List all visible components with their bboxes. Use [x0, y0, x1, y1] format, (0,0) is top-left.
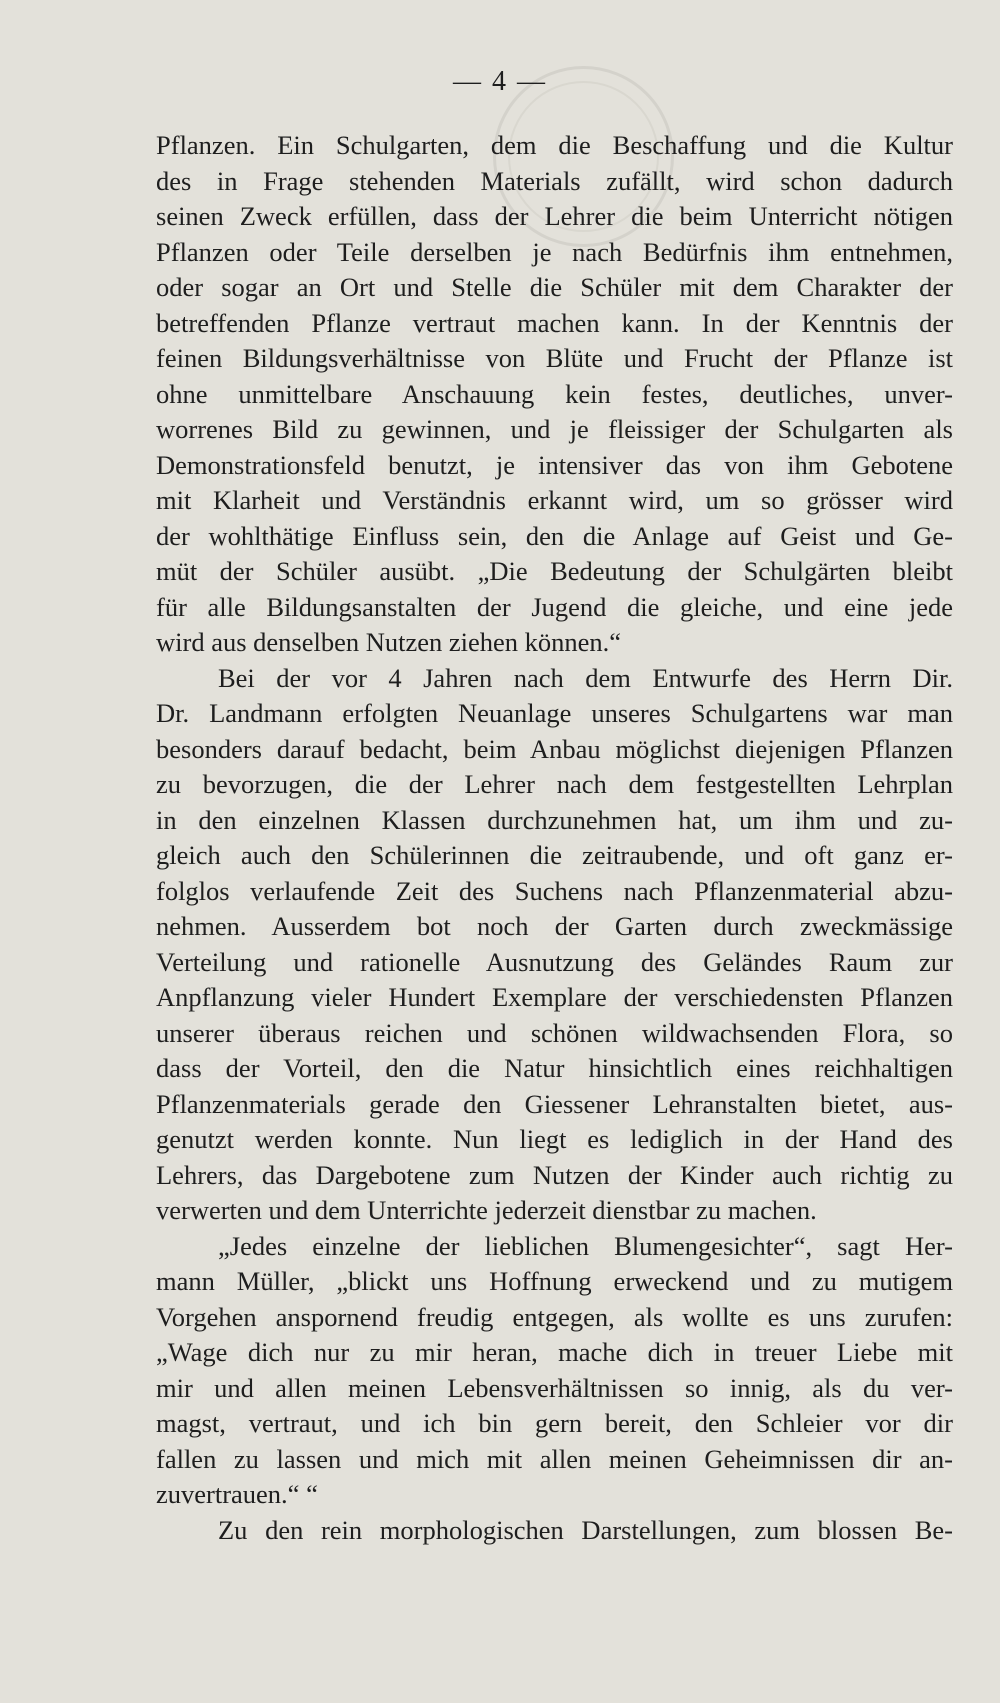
- text-line: zuvertrauen.“ “: [156, 1479, 318, 1509]
- text-line: in den einzelnen Klassen durchzunehmen hat, um ihm und zu-: [156, 804, 953, 835]
- text-line: fallen zu lassen und mich mit allen meinen Geheimnissen dir an-: [156, 1443, 953, 1474]
- text-line: magst, vertraut, und ich bin gern bereit, den Schleier vor dir: [156, 1408, 953, 1438]
- text-line: nehmen. Ausserdem bot noch der Garten durch zweckmässige: [156, 911, 953, 941]
- text-line: wird aus denselben Nutzen ziehen können.“: [156, 627, 622, 657]
- text-line: Pflanzenmaterials gerade den Giessener Lehranstalten bietet, aus-: [156, 1088, 953, 1119]
- text-line: „Jedes einzelne der lieblichen Blumengesichter“, sagt Her-: [218, 1230, 953, 1261]
- text-line: betreffenden Pflanze vertraut machen kann. In der Kenntnis der: [156, 307, 953, 338]
- text-line: des in Frage stehenden Materials zufällt, wird schon dadurch: [156, 165, 953, 196]
- text-line: Verteilung und rationelle Ausnutzung des Geländes Raum zur: [156, 946, 953, 977]
- text-line: mir und allen meinen Lebensverhältnissen so innig, als du ver-: [156, 1372, 953, 1403]
- text-line: Demonstrationsfeld benutzt, je intensiver das von ihm Gebotene: [156, 449, 953, 480]
- text-line: müt der Schüler ausübt. „Die Bedeutung der Schulgärten bleibt: [156, 556, 953, 586]
- text-line: der wohlthätige Einfluss sein, den die Anlage auf Geist und Ge-: [156, 520, 953, 551]
- text-line: ohne unmittelbare Anschauung kein festes, deutliches, unver-: [156, 378, 953, 409]
- text-line: dass der Vorteil, den die Natur hinsichtlich eines reichhaltigen: [156, 1053, 953, 1083]
- text-line: mit Klarheit und Verständnis erkannt wird, um so grösser wird: [156, 485, 953, 515]
- text-line: Bei der vor 4 Jahren nach dem Entwurfe des Herrn Dir.: [218, 662, 953, 693]
- page-number: — 4 —: [453, 66, 547, 97]
- text-line: zu bevorzugen, die der Lehrer nach dem festgestellten Lehrplan: [156, 769, 953, 799]
- text-line: seinen Zweck erfüllen, dass der Lehrer die beim Unterricht nötigen: [156, 201, 953, 231]
- text-line: besonders darauf bedacht, beim Anbau möglichst diejenigen Pflanzen: [156, 733, 953, 764]
- body-text: [156, 128, 953, 1548]
- text-line: Pflanzen. Ein Schulgarten, dem die Beschaffung und die Kultur: [156, 130, 953, 160]
- text-line: Pflanzen oder Teile derselben je nach Bedürfnis ihm entnehmen,: [156, 236, 953, 267]
- text-line: Dr. Landmann erfolgten Neuanlage unseres Schulgartens war man: [156, 698, 953, 728]
- text-line: genutzt werden konnte. Nun liegt es lediglich in der Hand des: [156, 1124, 953, 1154]
- text-line: Zu den rein morphologischen Darstellungen, zum blossen Be-: [218, 1514, 953, 1545]
- text-line: Vorgehen anspornend freudig entgegen, als wollte es uns zurufen:: [156, 1301, 953, 1332]
- text-line: für alle Bildungsanstalten der Jugend die gleiche, und eine jede: [156, 591, 953, 622]
- text-line: „Wage dich nur zu mir heran, mache dich in treuer Liebe mit: [156, 1337, 953, 1367]
- text-line: unserer überaus reichen und schönen wildwachsenden Flora, so: [156, 1017, 953, 1048]
- text-line: feinen Bildungsverhältnisse von Blüte und Frucht der Pflanze ist: [156, 343, 953, 373]
- text-line: worrenes Bild zu gewinnen, und je fleissiger der Schulgarten als: [156, 414, 953, 444]
- text-line: oder sogar an Ort und Stelle die Schüler mit dem Charakter der: [156, 272, 953, 302]
- text-line: folglos verlaufende Zeit des Suchens nach Pflanzenmaterial abzu-: [156, 875, 953, 906]
- text-line: Anpflanzung vieler Hundert Exemplare der verschiedensten Pflanzen: [156, 982, 953, 1012]
- text-line: verwerten und dem Unterrichte jederzeit dienstbar zu machen.: [156, 1195, 817, 1225]
- text-line: gleich auch den Schülerinnen die zeitraubende, und oft ganz er-: [156, 840, 953, 870]
- text-line: Lehrers, das Dargebotene zum Nutzen der Kinder auch richtig zu: [156, 1159, 953, 1190]
- text-line: mann Müller, „blickt uns Hoffnung erweckend und zu mutigem: [156, 1266, 953, 1296]
